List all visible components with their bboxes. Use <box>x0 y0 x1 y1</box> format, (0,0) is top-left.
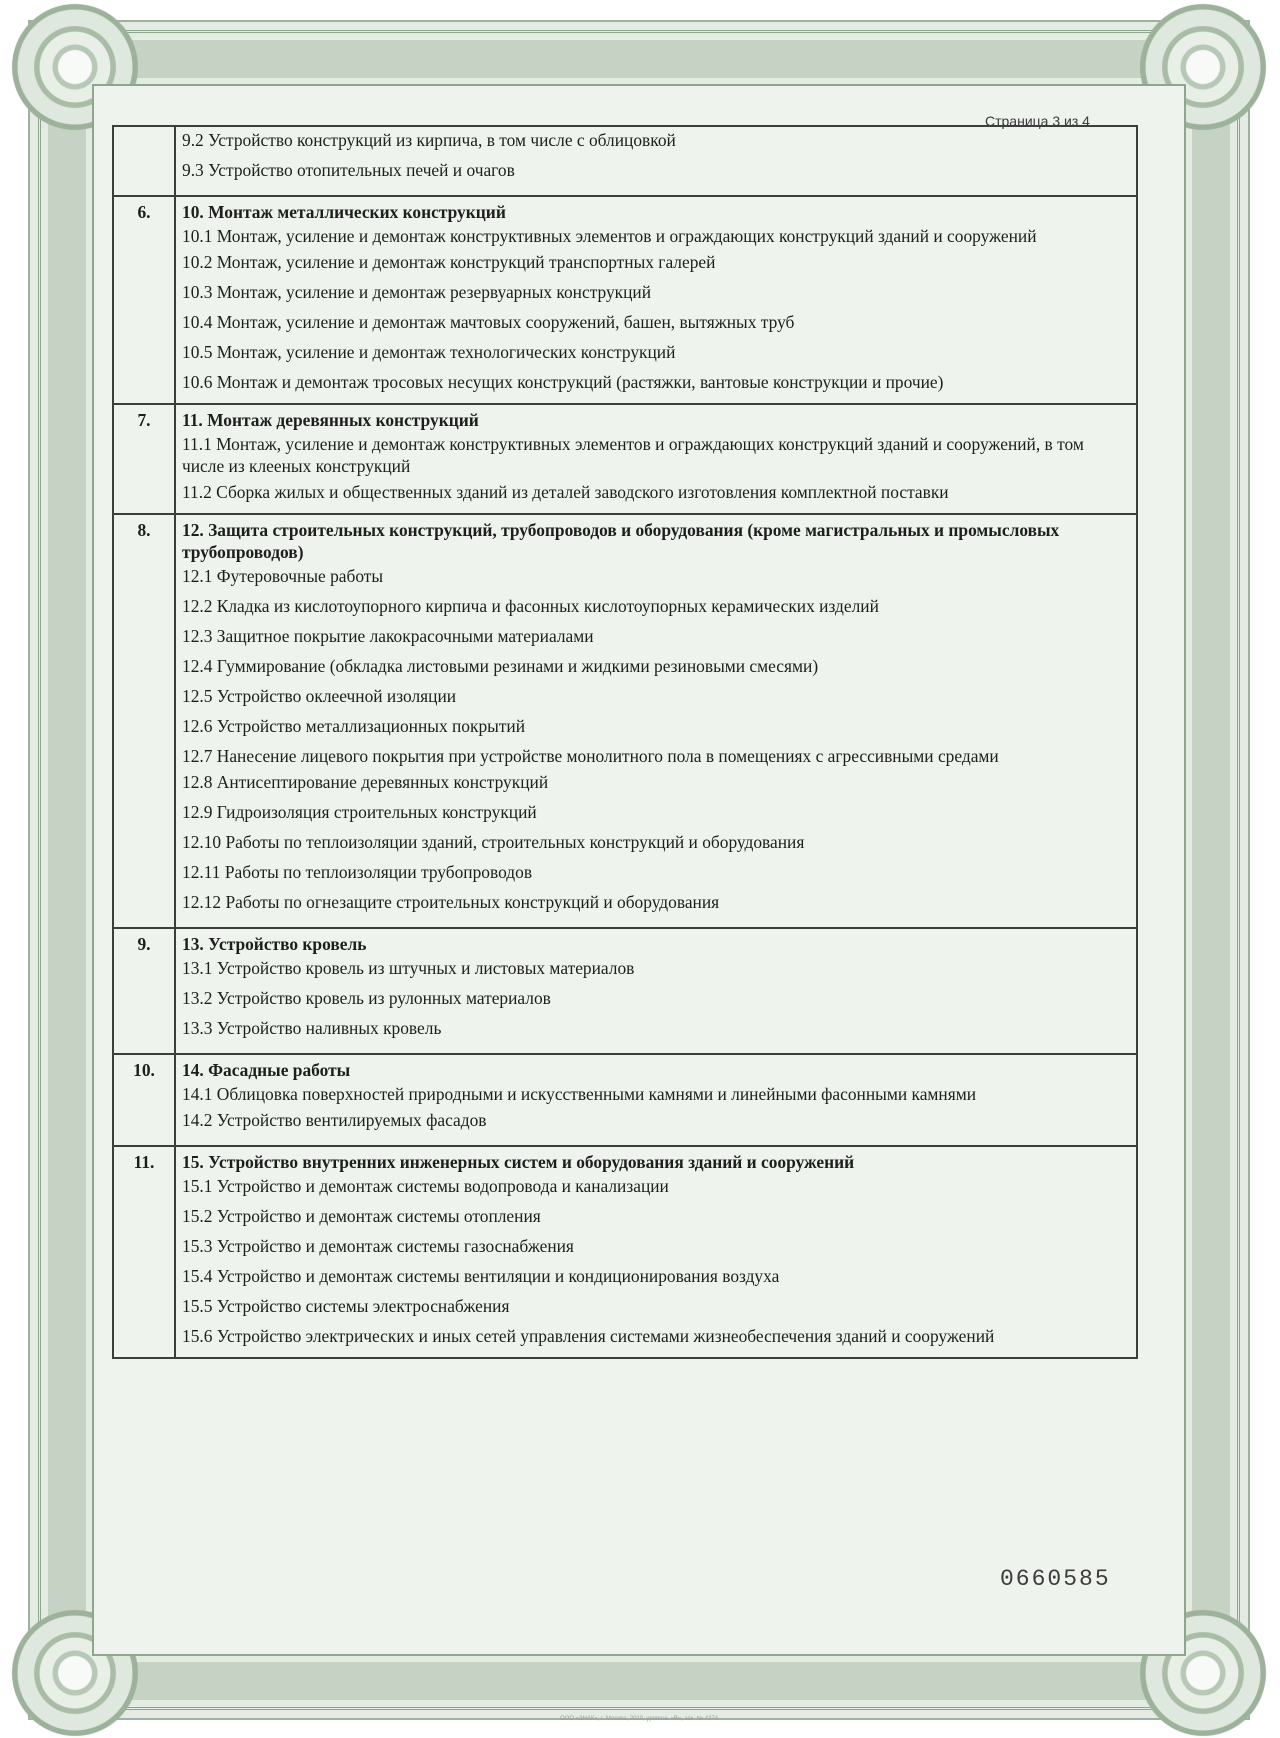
work-item: 9.2 Устройство конструкций из кирпича, в том числе с облицовкой <box>182 130 676 150</box>
work-item: 11.2 Сборка жилых и общественных зданий из деталей заводского изготовления комплектной поставки <box>182 482 949 502</box>
work-item: 10.1 Монтаж, усиление и демонтаж конструктивных элементов и ограждающих конструкций зданий и сооружений <box>182 226 1037 246</box>
row-number: 7. <box>113 404 175 514</box>
work-item: 12.5 Устройство оклеечной изоляции <box>182 686 457 706</box>
work-item: 12.10 Работы по теплоизоляции зданий, строительных конструкций и оборудования <box>182 832 805 852</box>
printer-imprint: ООО «ЗНАК», г. Москва, 2010, уровень «В», зак. № 4374 <box>560 1716 719 1722</box>
work-item: 12.3 Защитное покрытие лакокрасочными материалами <box>182 626 594 646</box>
work-item: 12.1 Футеровочные работы <box>182 566 384 586</box>
works-table-body <box>113 126 1137 1358</box>
work-item: 9.3 Устройство отопительных печей и очагов <box>182 160 515 180</box>
row-number: 11. <box>113 1146 175 1358</box>
row-number: 10. <box>113 1054 175 1146</box>
page-number: Страница 3 из 4 <box>985 113 1090 129</box>
work-group-cell <box>175 514 1137 928</box>
work-item: 12.7 Нанесение лицевого покрытия при устройстве монолитного пола в помещениях с агрессивными средами <box>182 746 999 766</box>
work-item: 10.2 Монтаж, усиление и демонтаж конструкций транспортных галерей <box>182 252 716 272</box>
work-item: 14.2 Устройство вентилируемых фасадов <box>182 1110 487 1130</box>
work-item: 15.6 Устройство электрических и иных сетей управления системами жизнеобеспечения зданий и сооружений <box>182 1326 995 1346</box>
work-item: 13.3 Устройство наливных кровель <box>182 1018 442 1038</box>
work-item: 15.2 Устройство и демонтаж системы отопления <box>182 1206 541 1226</box>
table-row <box>113 404 1137 514</box>
work-item: 13.2 Устройство кровель из рулонных материалов <box>182 988 551 1008</box>
work-item: 12.6 Устройство металлизационных покрытий <box>182 716 526 736</box>
table-row <box>113 928 1137 1054</box>
work-item: 15.5 Устройство системы электроснабжения <box>182 1296 510 1316</box>
work-group-cell <box>175 404 1137 514</box>
work-item: 12.12 Работы по огнезащите строительных конструкций и оборудования <box>182 892 720 912</box>
work-group-title: 13. Устройство кровель <box>182 934 367 954</box>
work-group-cell <box>175 196 1137 404</box>
work-item: 12.8 Антисептирование деревянных конструкций <box>182 772 549 792</box>
work-group-cell <box>175 126 1137 196</box>
table-row <box>113 1146 1137 1358</box>
work-group-title: 10. Монтаж металлических конструкций <box>182 202 506 222</box>
work-item: 12.4 Гуммирование (обкладка листовыми резинами и жидкими резиновыми смесями) <box>182 656 819 676</box>
works-table <box>112 125 1138 1359</box>
work-item: 12.2 Кладка из кислотоупорного кирпича и фасонных кислотоупорных керамических изделий <box>182 596 879 616</box>
work-group-cell <box>175 1054 1137 1146</box>
work-item: 12.11 Работы по теплоизоляции трубопроводов <box>182 862 533 882</box>
table-row <box>113 514 1137 928</box>
work-item: 15.3 Устройство и демонтаж системы газоснабжения <box>182 1236 574 1256</box>
work-group-cell <box>175 928 1137 1054</box>
work-item: 12.9 Гидроизоляция строительных конструкций <box>182 802 537 822</box>
work-item: 10.3 Монтаж, усиление и демонтаж резервуарных конструкций <box>182 282 652 302</box>
work-group-title: 14. Фасадные работы <box>182 1060 351 1080</box>
work-group-title: 11. Монтаж деревянных конструкций <box>182 410 479 430</box>
work-item: 15.1 Устройство и демонтаж системы водопровода и канализации <box>182 1176 669 1196</box>
table-row <box>113 126 1137 196</box>
table-row <box>113 1054 1137 1146</box>
work-group-title: 12. Защита строительных конструкций, трубопроводов и оборудования (кроме магистральных и промысловых трубопроводов) <box>182 520 1060 562</box>
work-item: 10.6 Монтаж и демонтаж тросовых несущих конструкций (растяжки, вантовые конструкции и прочие) <box>182 372 944 392</box>
work-group-cell <box>175 1146 1137 1358</box>
work-item: 14.1 Облицовка поверхностей природными и искусственными камнями и линейными фасонными камнями <box>182 1084 977 1104</box>
table-row <box>113 196 1137 404</box>
row-number: 8. <box>113 514 175 928</box>
row-number <box>113 126 175 196</box>
work-item: 10.5 Монтаж, усиление и демонтаж технологических конструкций <box>182 342 676 362</box>
work-item: 11.1 Монтаж, усиление и демонтаж конструктивных элементов и ограждающих конструкций зданий и сооружений, в том числе из клееных конструкций <box>182 434 1084 476</box>
work-group-title: 15. Устройство внутренних инженерных систем и оборудования зданий и сооружений <box>182 1152 855 1172</box>
work-item: 13.1 Устройство кровель из штучных и листовых материалов <box>182 958 635 978</box>
row-number: 6. <box>113 196 175 404</box>
work-item: 15.4 Устройство и демонтаж системы вентиляции и кондиционирования воздуха <box>182 1266 780 1286</box>
serial-number: 0660585 <box>1000 1566 1111 1592</box>
work-item: 10.4 Монтаж, усиление и демонтаж мачтовых сооружений, башен, вытяжных труб <box>182 312 795 332</box>
row-number: 9. <box>113 928 175 1054</box>
